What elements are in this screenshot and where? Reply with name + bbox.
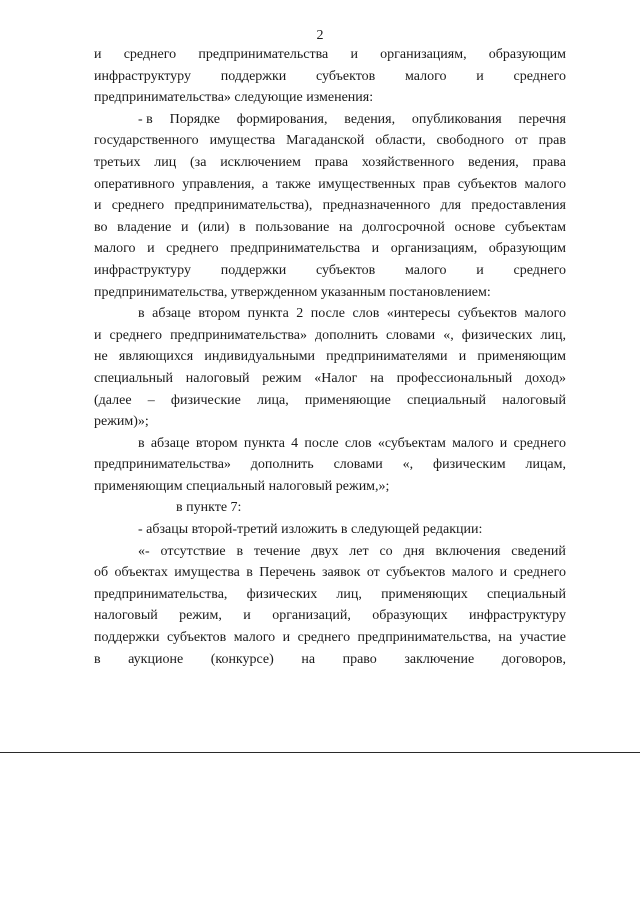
text-line	[94, 195, 566, 217]
text-line	[94, 109, 566, 131]
word: дня	[403, 543, 425, 559]
word: малого	[233, 630, 276, 646]
word: поддержки	[220, 68, 287, 84]
word: применяющие	[304, 392, 391, 408]
word: отсутствие	[160, 543, 226, 559]
word: являющихся	[118, 349, 194, 365]
word: и	[147, 241, 155, 257]
text-line	[94, 649, 566, 671]
word: государственного	[94, 133, 199, 149]
word: и	[371, 241, 380, 257]
word: применяющих	[381, 586, 468, 602]
text-line	[94, 130, 566, 152]
word: специальный	[94, 370, 174, 386]
word: режим,	[179, 608, 222, 624]
word: среднего	[123, 47, 177, 62]
word: втором	[198, 306, 241, 322]
word: пункта	[247, 306, 289, 322]
word: управления,	[182, 176, 255, 192]
word: включения	[435, 543, 501, 559]
word: (за	[190, 154, 207, 170]
word: инфраструктуру	[468, 608, 566, 624]
word: малого	[452, 435, 494, 451]
word: «,	[443, 327, 454, 343]
word: после	[310, 306, 346, 322]
word: прав	[422, 176, 451, 192]
text-line	[94, 541, 566, 563]
word: имущественных	[318, 176, 416, 192]
word: и	[476, 68, 484, 84]
word: малого	[524, 306, 566, 322]
word: среднего	[513, 565, 566, 581]
word: на	[338, 219, 353, 235]
word: физические	[170, 392, 241, 408]
text-line	[94, 368, 566, 390]
word: и	[458, 349, 467, 365]
word: владение	[117, 219, 172, 235]
word: доход»	[525, 370, 566, 386]
word: субъектов	[316, 68, 376, 84]
word: индивидуальными	[204, 349, 315, 365]
word: слов	[352, 306, 380, 322]
word: лиц,	[540, 327, 566, 343]
word: предпринимателями	[326, 349, 448, 365]
word: абзаце	[150, 435, 190, 451]
word: заключение	[404, 651, 475, 667]
word: оперативного	[94, 176, 175, 192]
word: «-	[138, 543, 150, 559]
word: хозяйственного	[361, 154, 455, 170]
word: налоговый	[185, 370, 250, 386]
word: предпринимательства	[230, 241, 361, 257]
text-line	[94, 584, 566, 606]
word: в	[236, 543, 244, 559]
word: и	[94, 198, 102, 214]
word: и	[350, 47, 358, 62]
word: (или)	[198, 219, 230, 235]
text-line	[94, 174, 566, 196]
word: имущества	[209, 133, 276, 149]
word: предпринимательства	[198, 47, 329, 62]
word: поддержки	[220, 262, 287, 278]
word: субъектов	[457, 306, 518, 322]
word: прав	[538, 133, 566, 149]
word: организациям,	[390, 241, 478, 257]
word: образующим	[488, 241, 566, 257]
word: со	[379, 543, 393, 559]
word: не	[94, 349, 108, 365]
text-line: - абзацы второй-третий изложить в следующей редакции:	[138, 522, 483, 538]
text-line	[94, 44, 566, 66]
word: субъектов	[166, 630, 227, 646]
word: двух	[311, 543, 339, 559]
word: договоров,	[501, 651, 566, 667]
word: Порядке	[169, 111, 220, 127]
word: среднего	[513, 262, 566, 278]
word: предпринимательства,	[94, 586, 228, 602]
word: третьих	[94, 154, 141, 170]
word: имущества	[174, 565, 240, 581]
word: образующим	[488, 47, 566, 62]
word: предпринимательства»	[170, 327, 307, 343]
word: лица,	[257, 392, 289, 408]
word: «субъектам	[377, 435, 446, 451]
text-line	[94, 260, 566, 282]
word: Перечень	[259, 565, 316, 581]
text-line: предпринимательства» следующие изменения:	[94, 90, 374, 106]
word: и	[499, 565, 508, 581]
word: поддержки	[94, 630, 160, 646]
word: среднего	[111, 198, 165, 214]
word: организациям,	[380, 47, 467, 62]
word: специальный	[486, 586, 566, 602]
word: права	[532, 154, 566, 170]
word: и	[282, 630, 291, 646]
word: малого	[94, 241, 136, 257]
word: «интересы	[386, 306, 451, 322]
word: инфраструктуру	[94, 262, 191, 278]
word: словами	[333, 457, 383, 473]
word: на	[498, 630, 513, 646]
word: - в	[138, 111, 153, 127]
word: (далее	[94, 392, 132, 408]
word: в	[94, 651, 101, 667]
word: и	[243, 608, 251, 624]
word: в	[239, 219, 246, 235]
text-line	[94, 152, 566, 174]
word: течение	[253, 543, 301, 559]
page-number: 2	[316, 28, 324, 43]
word: области,	[375, 133, 426, 149]
word: в	[246, 565, 253, 581]
word: от	[366, 565, 380, 581]
word: малого	[405, 262, 447, 278]
word: 2	[296, 306, 304, 322]
word: а	[261, 176, 269, 192]
word: аукционе	[128, 651, 184, 667]
word: налоговый	[94, 608, 158, 624]
word: на	[301, 651, 316, 667]
word: и	[499, 435, 508, 451]
word: среднего	[513, 435, 566, 451]
word: после	[304, 435, 339, 451]
text-line	[94, 390, 566, 412]
word: режим	[262, 370, 302, 386]
text-line	[94, 454, 566, 476]
word: опубликования	[411, 111, 502, 127]
word: от	[514, 133, 528, 149]
word: на	[370, 370, 384, 386]
word: Магаданской	[286, 133, 365, 149]
text-line: предпринимательства, утвержденном указанным постановлением:	[94, 284, 491, 300]
word: малого	[405, 68, 447, 84]
word: применяющим	[477, 349, 566, 365]
text-line	[94, 66, 566, 88]
word: «Налог	[314, 370, 358, 386]
word: предназначенного	[322, 198, 431, 214]
text-line	[94, 627, 566, 649]
text-line	[94, 562, 566, 584]
text-line: в пункте 7:	[176, 500, 242, 516]
word: ведения,	[344, 111, 396, 127]
word: исключением	[220, 154, 301, 170]
word: и	[94, 327, 102, 343]
word: субъектов	[386, 565, 446, 581]
word: в	[138, 306, 145, 322]
document-body	[94, 44, 566, 670]
word: заявок	[321, 565, 361, 581]
word: участие	[519, 630, 566, 646]
word: лиц	[154, 154, 177, 170]
word: и	[94, 47, 102, 62]
word: во	[94, 219, 108, 235]
word: физических	[461, 327, 533, 343]
text-line	[94, 303, 566, 325]
word: –	[147, 392, 155, 408]
word: основе	[454, 219, 496, 235]
text-line: режим)»;	[94, 414, 149, 430]
word: лицам,	[525, 457, 566, 473]
word: профессиональный	[396, 370, 513, 386]
word: организаций,	[272, 608, 351, 624]
word: предпринимательства),	[174, 198, 313, 214]
word: субъектов	[457, 176, 517, 192]
word: специальный	[407, 392, 487, 408]
word: лиц,	[336, 586, 362, 602]
word: субъектам	[504, 219, 566, 235]
word: лет	[349, 543, 369, 559]
word: для	[440, 198, 462, 214]
word: словами	[385, 327, 436, 343]
word: среднего	[513, 68, 566, 84]
word: субъектов	[316, 262, 376, 278]
word: образующих	[372, 608, 448, 624]
word: ведения,	[467, 154, 519, 170]
word: и	[476, 262, 484, 278]
word: пункта	[243, 435, 285, 451]
page-divider-line	[0, 752, 640, 753]
word: сведений	[511, 543, 566, 559]
word: малого	[451, 565, 494, 581]
word: в	[138, 435, 145, 451]
word: предпринимательства»	[94, 457, 231, 473]
word: право	[342, 651, 377, 667]
text-line	[94, 433, 566, 455]
word: формирования,	[236, 111, 328, 127]
word: права	[314, 154, 349, 170]
word: предоставления	[471, 198, 566, 214]
word: долгосрочной	[362, 219, 445, 235]
word: «,	[402, 457, 414, 473]
word: (конкурсе)	[210, 651, 274, 667]
text-line	[94, 217, 566, 239]
word: об	[94, 565, 109, 581]
word: 4	[291, 435, 299, 451]
word: среднего	[297, 630, 351, 646]
word: и	[180, 219, 189, 235]
text-line: применяющим специальный налоговый режим,»;	[94, 478, 390, 494]
word: свободного	[436, 133, 504, 149]
word: также	[275, 176, 311, 192]
word: втором	[195, 435, 238, 451]
word: слов	[344, 435, 372, 451]
text-line	[94, 325, 566, 347]
word: абзаце	[152, 306, 191, 322]
word: среднего	[166, 241, 219, 257]
text-line	[94, 346, 566, 368]
text-line	[94, 238, 566, 260]
word: инфраструктуру	[94, 68, 191, 84]
word: дополнить	[250, 457, 314, 473]
word: объектах	[114, 565, 168, 581]
word: перечня	[518, 111, 566, 127]
word: предпринимательства,	[357, 630, 491, 646]
word: дополнить	[315, 327, 378, 343]
word: малого	[524, 176, 566, 192]
word: среднего	[109, 327, 163, 343]
word: физическим	[433, 457, 506, 473]
word: налоговый	[502, 392, 566, 408]
word: физических	[246, 586, 318, 602]
word: пользование	[255, 219, 330, 235]
text-line	[94, 605, 566, 627]
